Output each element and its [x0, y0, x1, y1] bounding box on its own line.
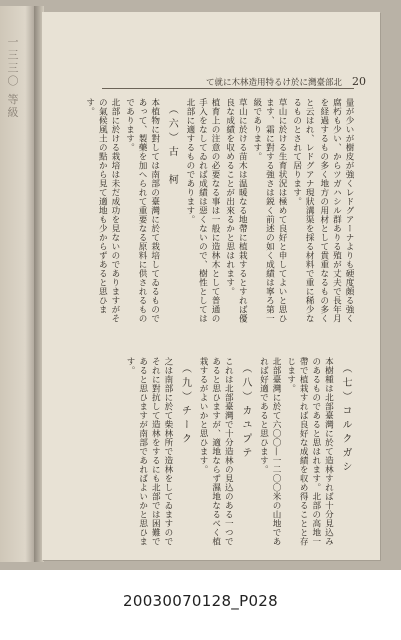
paragraph: 草山に於ける苗木は温暖なる地帶に植栽するとすれば優良な成績を収めることが出來るかと思はれます。 — [224, 98, 248, 323]
page-number: 20 — [352, 75, 366, 88]
paragraph: 之は南部に於て柴林所で造林をしてゐますのでそれに對抗して造林をするにも北部では困難であると思ひますが南部であればよいかと思ひます。 — [125, 357, 173, 546]
section-heading: （九）チーク — [179, 363, 191, 447]
lower-text-column — [99, 357, 355, 553]
running-header — [206, 75, 366, 88]
header-rule — [102, 88, 354, 89]
paragraph: と云はれ、レドグアナ現狀溝渠を採る材料で重に稀少なるものとされて居ります。 — [291, 98, 315, 323]
document-page — [42, 12, 380, 560]
upper-text-column — [84, 98, 355, 330]
paragraph: 量が少いが樹皮が強くレドグアーナよりも硬度頗る強く腐朽も少い、からツガハシル群ありる殖が丈夫で長年月を経過するもの多く地方の用材として貴重なるもの多く — [318, 98, 354, 323]
image-caption: 20030070128_P028 — [123, 592, 278, 610]
header-title: て就に木林造用特るけ於に灣臺部北 — [205, 77, 342, 88]
section-heading: （七）コルクガシ — [340, 363, 351, 475]
paragraph: 草山に於ける生育状況は極めて良好と申してよいと思ひます、霜に對する強さは鋭く前述の如く成績は寧ろ第一級であります。 — [251, 98, 288, 323]
section-heading: （八）カユプテ — [239, 363, 251, 461]
paragraph: 本樹種は北部臺灣に於て造林すれば十分見込みのあるものであると思はれます。北部の高地一帶で植栽すれば良好な成績を収め得ることと存じます。 — [285, 357, 334, 546]
previous-page-edge — [0, 6, 36, 562]
paragraph: 植育上の注意の必要なる事は一般に造林木として普通の手入をなしてゐれば成績は惡くないので、樹性としては北部に適するものであります。 — [184, 98, 221, 323]
section-heading: （六）古 柯 — [166, 104, 178, 188]
previous-page-text: 一三三〇 等級 — [6, 36, 19, 120]
paragraph: 北部に於ける栽培は未だ成功を見ないのでありますがその氣候風土の點から見て適地も少からずあると思ひます。 — [84, 98, 120, 323]
paragraph: これは北部臺灣で十分造林の見込のある一つであると思ひますが、適地ならず濕地なるべく植栽するがよいかと思ひます。 — [198, 357, 234, 546]
paragraph: 本植物に對しては南部の臺灣に於て栽培してゐるものであって、製藥を加へられて重要なる原料に供されるものであります。 — [124, 98, 160, 323]
paragraph: 北部臺灣に於て六〇〇—一二〇〇米の山地であれば好適であると思ひます。 — [258, 357, 282, 546]
